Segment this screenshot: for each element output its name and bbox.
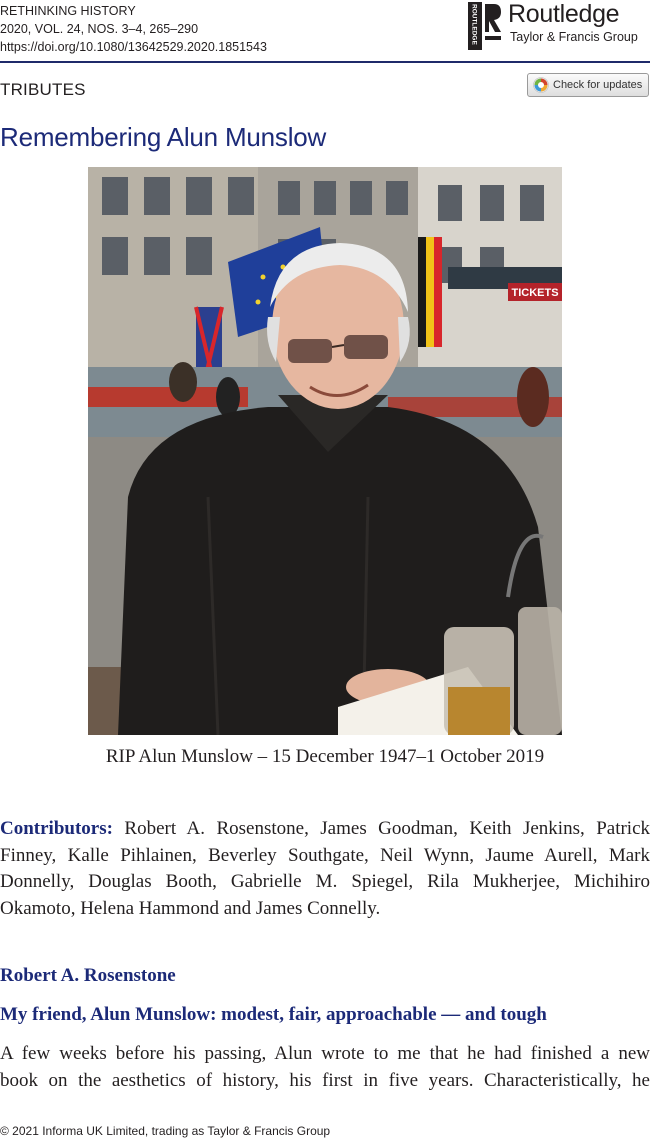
check-for-updates-label: Check for updates bbox=[553, 79, 643, 91]
body-line: book on the aesthetics of history, his first in five years. Characteristically, he bbox=[0, 1069, 650, 1091]
portrait-photo bbox=[88, 167, 562, 735]
contributors-paragraph bbox=[0, 816, 650, 922]
header-rule bbox=[0, 61, 650, 63]
contributors-label: Contributors: bbox=[0, 818, 113, 839]
photo-caption: RIP Alun Munslow – 15 December 1947–1 October 2019 bbox=[105, 746, 545, 767]
journal-name: RETHINKING HISTORY bbox=[0, 4, 136, 18]
tribute-subtitle: My friend, Alun Munslow: modest, fair, approachable — and tough bbox=[0, 1004, 547, 1025]
article-title: Remembering Alun Munslow bbox=[0, 122, 327, 152]
publisher-logo[interactable] bbox=[468, 2, 648, 50]
tickets-sign-text: TICKETS bbox=[511, 287, 559, 299]
journal-issue: 2020, VOL. 24, NOS. 3–4, 265–290 bbox=[0, 22, 199, 36]
check-for-updates-button[interactable] bbox=[527, 73, 649, 97]
section-label: TRIBUTES bbox=[0, 80, 86, 99]
journal-meta bbox=[0, 2, 267, 56]
routledge-mark-icon bbox=[468, 2, 502, 50]
crossmark-icon bbox=[533, 77, 549, 93]
tribute-body bbox=[0, 1041, 650, 1094]
copyright-footer: © 2021 Informa UK Limited, trading as Taylor & Francis Group bbox=[0, 1124, 331, 1138]
contributors-names: Robert A. Rosenstone, James Goodman, Keith Jenkins, Patrick Finney, Kalle Pihlainen, Beverley Southgate, Neil Wynn, Jaume Aurell, Mark Donnelly, Douglas Booth, Gabrielle M. Spiegel, Rila Mukherjee, Michihiro Okamoto, Helena Hammond and James Connelly. bbox=[0, 818, 650, 919]
routledge-mark-text: ROUTLEDGE bbox=[470, 4, 478, 45]
body-line: A few weeks before his passing, Alun wrote to me that he had finished a new bbox=[0, 1043, 650, 1064]
doi-link[interactable]: https://doi.org/10.1080/13642529.2020.1851543 bbox=[0, 40, 267, 54]
publisher-name: Routledge bbox=[508, 0, 620, 28]
publisher-subtitle: Taylor & Francis Group bbox=[510, 30, 638, 44]
tribute-author: Robert A. Rosenstone bbox=[0, 965, 176, 986]
